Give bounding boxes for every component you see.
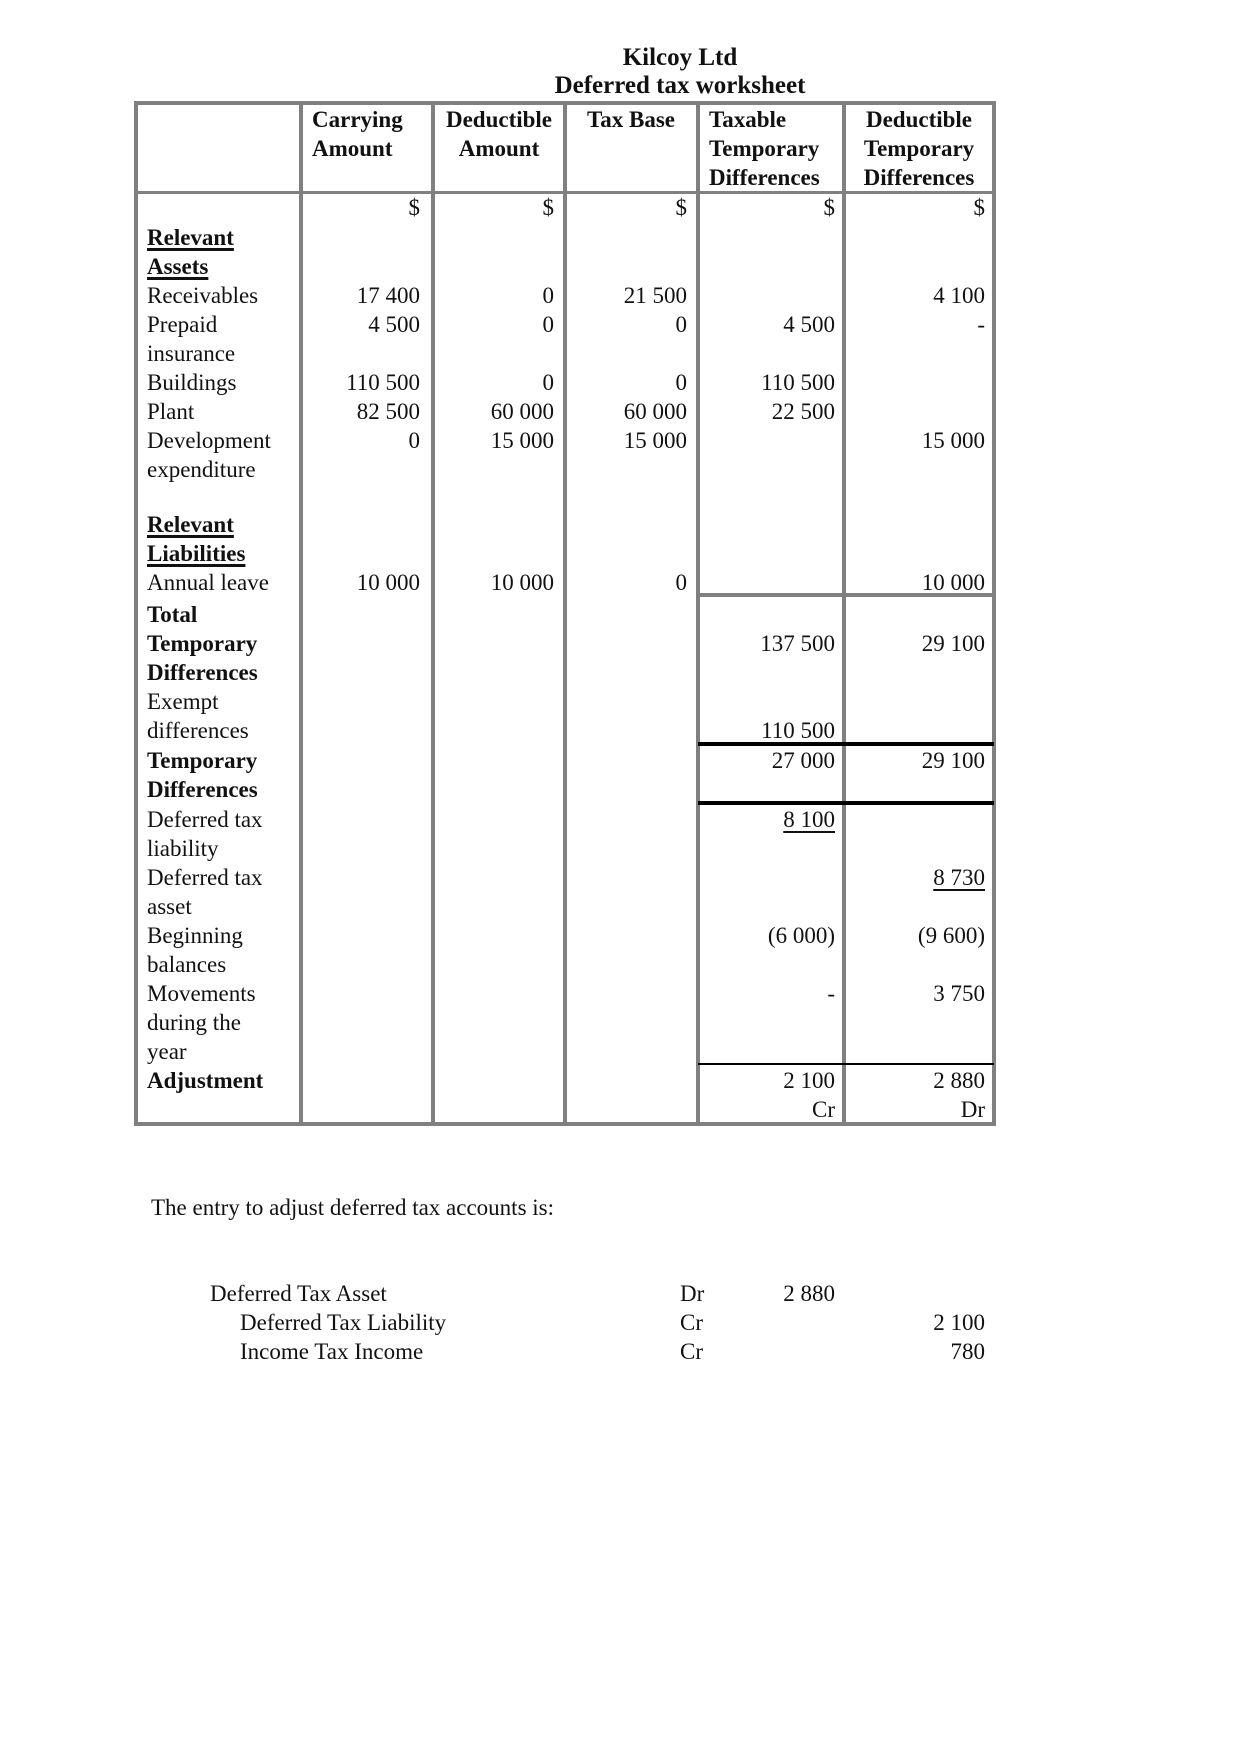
cell-prepaid-deductible: 0 xyxy=(542,312,554,337)
row-label-dta: Deferred tax asset xyxy=(147,865,263,919)
cell-prepaid-deductible-temp: - xyxy=(977,312,985,337)
row-label-annual-leave: Annual leave xyxy=(147,570,269,595)
journal-side: Cr xyxy=(680,1310,703,1335)
journal-account: Income Tax Income xyxy=(240,1339,424,1364)
table-right-border xyxy=(992,101,996,1126)
cell-annual-leave-deductible: 10 000 xyxy=(490,570,554,595)
cell-development-taxbase: 15 000 xyxy=(623,428,687,453)
table-left-border xyxy=(134,101,138,1126)
col-divider xyxy=(299,101,303,1126)
journal-account: Deferred Tax Liability xyxy=(240,1310,447,1335)
currency-taxable: $ xyxy=(823,195,835,220)
cell-total-temp-taxable: 137 500 xyxy=(760,631,835,656)
document-title: Deferred tax worksheet xyxy=(554,72,806,99)
cell-dtl-taxable: 8 100 xyxy=(783,807,835,832)
cell-receivables-carrying: 17 400 xyxy=(356,283,420,308)
journal-debit: 2 880 xyxy=(783,1281,835,1306)
cell-temp-diff-taxable: 27 000 xyxy=(771,748,835,773)
cell-plant-taxable: 22 500 xyxy=(771,399,835,424)
cell-total-temp-deductible: 29 100 xyxy=(921,631,985,656)
currency-tax-base: $ xyxy=(675,195,687,220)
cell-dta-deductible: 8 730 xyxy=(933,865,985,890)
currency-carrying: $ xyxy=(408,195,420,220)
cell-annual-leave-carrying: 10 000 xyxy=(356,570,420,595)
cell-plant-carrying: 82 500 xyxy=(356,399,420,424)
cell-annual-leave-taxbase: 0 xyxy=(675,570,687,595)
journal-credit: 780 xyxy=(950,1339,985,1364)
col-divider xyxy=(431,101,435,1126)
row-label-temp-diff: Temporary Differences xyxy=(147,748,258,802)
cell-beginning-deductible: (9 600) xyxy=(917,923,985,948)
row-label-prepaid: Prepaid insurance xyxy=(147,312,236,366)
row-label-dtl: Deferred tax liability xyxy=(147,807,263,861)
col-divider xyxy=(842,101,846,1126)
row-label-buildings: Buildings xyxy=(147,370,237,395)
cell-prepaid-carrying: 4 500 xyxy=(368,312,420,337)
cell-receivables-deductible: 0 xyxy=(542,283,554,308)
journal-credit: 2 100 xyxy=(933,1310,985,1335)
header-deductible-temp: Deductible Temporary Differences xyxy=(863,107,975,190)
cell-movements-deductible: 3 750 xyxy=(933,981,985,1006)
cell-prepaid-taxbase: 0 xyxy=(675,312,687,337)
section-heading-liabilities: Relevant Liabilities xyxy=(147,512,246,566)
header-deductible-amount: Deductible Amount xyxy=(445,107,553,161)
adjustment-rule xyxy=(698,1063,994,1065)
header-taxable-temp: Taxable Temporary Differences xyxy=(709,107,820,190)
row-label-movements: Movements during the year xyxy=(147,981,256,1064)
cell-buildings-taxable: 110 500 xyxy=(761,370,835,395)
cell-receivables-deductible-temp: 4 100 xyxy=(933,283,985,308)
cell-exempt-taxable: 110 500 xyxy=(761,718,835,743)
row-label-adjustment: Adjustment xyxy=(147,1068,264,1093)
row-label-plant: Plant xyxy=(147,399,195,424)
company-name: Kilcoy Ltd xyxy=(622,44,738,71)
currency-deductible-temp: $ xyxy=(973,195,985,220)
header-carrying-amount: Carrying Amount xyxy=(312,107,403,161)
cell-development-deductible: 15 000 xyxy=(490,428,554,453)
cell-buildings-taxbase: 0 xyxy=(675,370,687,395)
journal-side: Dr xyxy=(680,1281,705,1306)
row-label-receivables: Receivables xyxy=(147,283,259,308)
col-divider xyxy=(696,101,700,1126)
currency-deductible: $ xyxy=(542,195,554,220)
journal-account: Deferred Tax Asset xyxy=(210,1281,387,1306)
cell-adjustment-taxable: 2 100 Cr xyxy=(783,1068,835,1122)
cell-buildings-carrying: 110 500 xyxy=(346,370,420,395)
cell-receivables-taxbase: 21 500 xyxy=(623,283,687,308)
journal-intro: The entry to adjust deferred tax accounts is: xyxy=(151,1195,554,1220)
cell-movements-taxable: - xyxy=(827,981,835,1006)
row-label-development: Development expenditure xyxy=(147,428,271,482)
col-divider xyxy=(563,101,567,1126)
header-tax-base: Tax Base xyxy=(587,107,675,132)
cell-buildings-deductible: 0 xyxy=(542,370,554,395)
cell-adjustment-deductible: 2 880 Dr xyxy=(933,1068,985,1122)
cell-plant-taxbase: 60 000 xyxy=(623,399,687,424)
cell-prepaid-taxable: 4 500 xyxy=(783,312,835,337)
row-label-exempt: Exempt differences xyxy=(147,689,249,743)
row-label-total-temp: Total Temporary Differences xyxy=(147,602,258,685)
cell-development-carrying: 0 xyxy=(408,428,420,453)
row-label-beginning: Beginning balances xyxy=(147,923,243,977)
cell-plant-deductible: 60 000 xyxy=(490,399,554,424)
cell-beginning-taxable: (6 000) xyxy=(767,923,835,948)
cell-development-deductible-temp: 15 000 xyxy=(921,428,985,453)
section-heading-assets: Relevant Assets xyxy=(147,225,234,279)
cell-annual-leave-deductible-temp: 10 000 xyxy=(921,570,985,595)
cell-temp-diff-deductible: 29 100 xyxy=(921,748,985,773)
journal-side: Cr xyxy=(680,1339,703,1364)
